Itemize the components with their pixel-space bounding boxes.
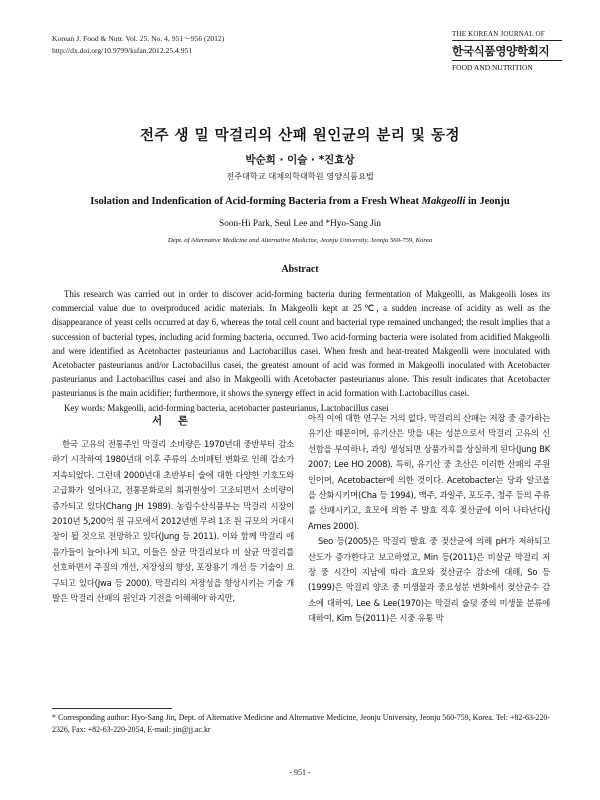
page-number: - 951 - [289, 768, 311, 777]
title-english-italic: Makgeolli [421, 196, 466, 207]
abstract-text: This research was carried out in order to discover acid-forming bacteria during fermentation of Makgeolli, as Makgeolli loses its commercial value due to overproduced acidic materials. In Makgeolli kept at 25℃, a sudden increase of acidity as well as the disappearance of yeast cells occurred at day 6, whereas the total cell count and bacterial type remained unchanged; the result implies that a succession of bacterial types, including acid forming bacteria, occurred. Two acid-forming bacteria were isolated from acidified Makgeolli and were identified as Acetobacter pasteurianus and Lactobacillus casei. When fresh and heat-treated Makgeolli were inoculated with Acetobacter pasteurianus and/or Lactobacillus casei, the greatest amount of acid was formed in Makgeolli inoculated with Acetobacter pasteurianus and Lactobacillus casei and also in Makgeolli with Acetobacter pasteurianus alone. This result indicates that Acetobacter pasteurianus is the main acidifier; furthermore, it shows the synergy effect in acid formation with Lactobacillus casei. [52, 289, 550, 399]
doi-link[interactable]: http://dx.doi.org/10.9799/ksfan.2012.25.4.951 [52, 46, 193, 55]
abstract-body [52, 287, 550, 415]
intro-paragraph-1: 한국 고유의 전통주인 막걸리 소비량은 1970년대 중반부터 감소하기 시작하여 1980년대 이후 주류의 소비패턴 변화로 인해 감소가 지속되었다. 그런데 2000년대 초반부터 술에 대한 다양한 기호도와 고급화가 일어나고, 전통문화로의 회귀현상이 고조되면서 소비량이 증가되고 있다(Chang JH 1989). 농림수산식품부는 막걸리 시장이 2010년 5,200억 원 규모에서 2012년엔 무려 1조 원 규모의 거대시장이 될 것으로 전망하고 있다(Jung 등 2011). 이와 함께 막걸리 애음가들이 늘어나게 되고, 이들은 살균 막걸리보다 비 살균 막걸리를 선호하면서 주질의 개선, 저장성의 향상, 포장용기 개선 등 기술이 요구되고 있다(Jwa 등 2000). 막걸리의 저장성을 향상시키는 기술 개발은 막걸리 산패의 원인과 기전을 이해해야 하지만, [52, 439, 294, 604]
authors-korean: 박순희 · 이슬 · *진효상 [245, 154, 355, 166]
footnote-divider [52, 708, 172, 709]
journal-name-ko: 한국식품영양학회지 [452, 44, 550, 58]
affiliation-korean: 전주대학교 대체의학대학원 영양식품요법 [226, 171, 374, 181]
citation-line: Korean J. Food & Nutr. Vol. 25. No. 4, 951～956 (2012) [52, 34, 225, 43]
journal-logo [452, 30, 562, 72]
title-korean: 전주 생 밀 막걸리의 산패 원인균의 분리 및 동정 [139, 128, 461, 144]
intro-paragraph-2: 아직 이에 대한 연구는 거의 없다. 막걸리의 산패는 저장 중 증가하는 유기산 때문이며, 유기산은 맛을 내는 성분으로서 막걸리 고유의 신선함을 부여하나, 과잉 생성되면 상품가치를 상실하게 된다(Jung BK 2007; Lee HO 2008). 특히, 유기산 중 초산은 이러한 산패의 주원인이며, Acetobacter에 의한 것이다. Acetobacter는 당과 알코올을 산화시키며(Cha 등 1994), 맥주, 과일주, 포도주, 청주 등의 주류를 산패시키고, 효모에 의한 주 발효 직후 젖산균에 이어 나타난다(J Ames 2000). [308, 413, 550, 531]
affiliation-english: Dept. of Alternative Medicine and Alternative Medicine, Jeonju University, Jeonju 560-759, Korea [167, 237, 433, 244]
right-column [308, 411, 550, 627]
title-english-part1: Isolation and Indenfication of Acid-forming Bacteria from a Fresh Wheat [90, 196, 422, 207]
journal-name-en-top: THE KOREAN JOURNAL OF [452, 30, 562, 41]
corresponding-author-footnote: * Corresponding author: Hyo-Sang Jin, Dept. of Alternative Medicine and Alternative Medicine, Jeonju University, Jeonju 560-759, Korea. Tel: +82-63-220-2326, Fax: +82-63-220-2054, E-mail: jin@jj.ac.kr [52, 713, 550, 735]
intro-paragraph-3: Seo 등(2005)은 막걸리 발효 중 젖산균에 의해 pH가 저하되고 산도가 증가한다고 보고하였고, Min 등(2011)은 비살균 막걸리 저장 중 시간이 지남에 따라 효모와 젖산균수 감소에 대해, So 등(1999)은 막걸리 양조 중 미생물과 중요성분 변화에서 젖산균수 감소에 대하여, Lee & Lee(1970)는 막걸리 술덧 중의 미생물 분류에 대하여, Kim 등(2011)은 시중 유통 막 [308, 536, 550, 624]
title-english [0, 196, 600, 207]
journal-name-en-bottom: FOOD AND NUTRITION [452, 60, 562, 72]
title-english-part2: in Jeonju [465, 196, 510, 207]
abstract-heading: Abstract [281, 264, 319, 275]
section-heading-introduction: 서 론 [152, 415, 194, 427]
left-column [52, 437, 294, 606]
keywords: Key words: Makgeolli, acid-forming bacteria, acetobacter pasteurianus, Lactobacillus casei [64, 402, 389, 413]
authors-english: Soon-Hi Park, Seul Lee and *Hyo-Sang Jin [219, 219, 381, 229]
citation-header [52, 33, 224, 57]
